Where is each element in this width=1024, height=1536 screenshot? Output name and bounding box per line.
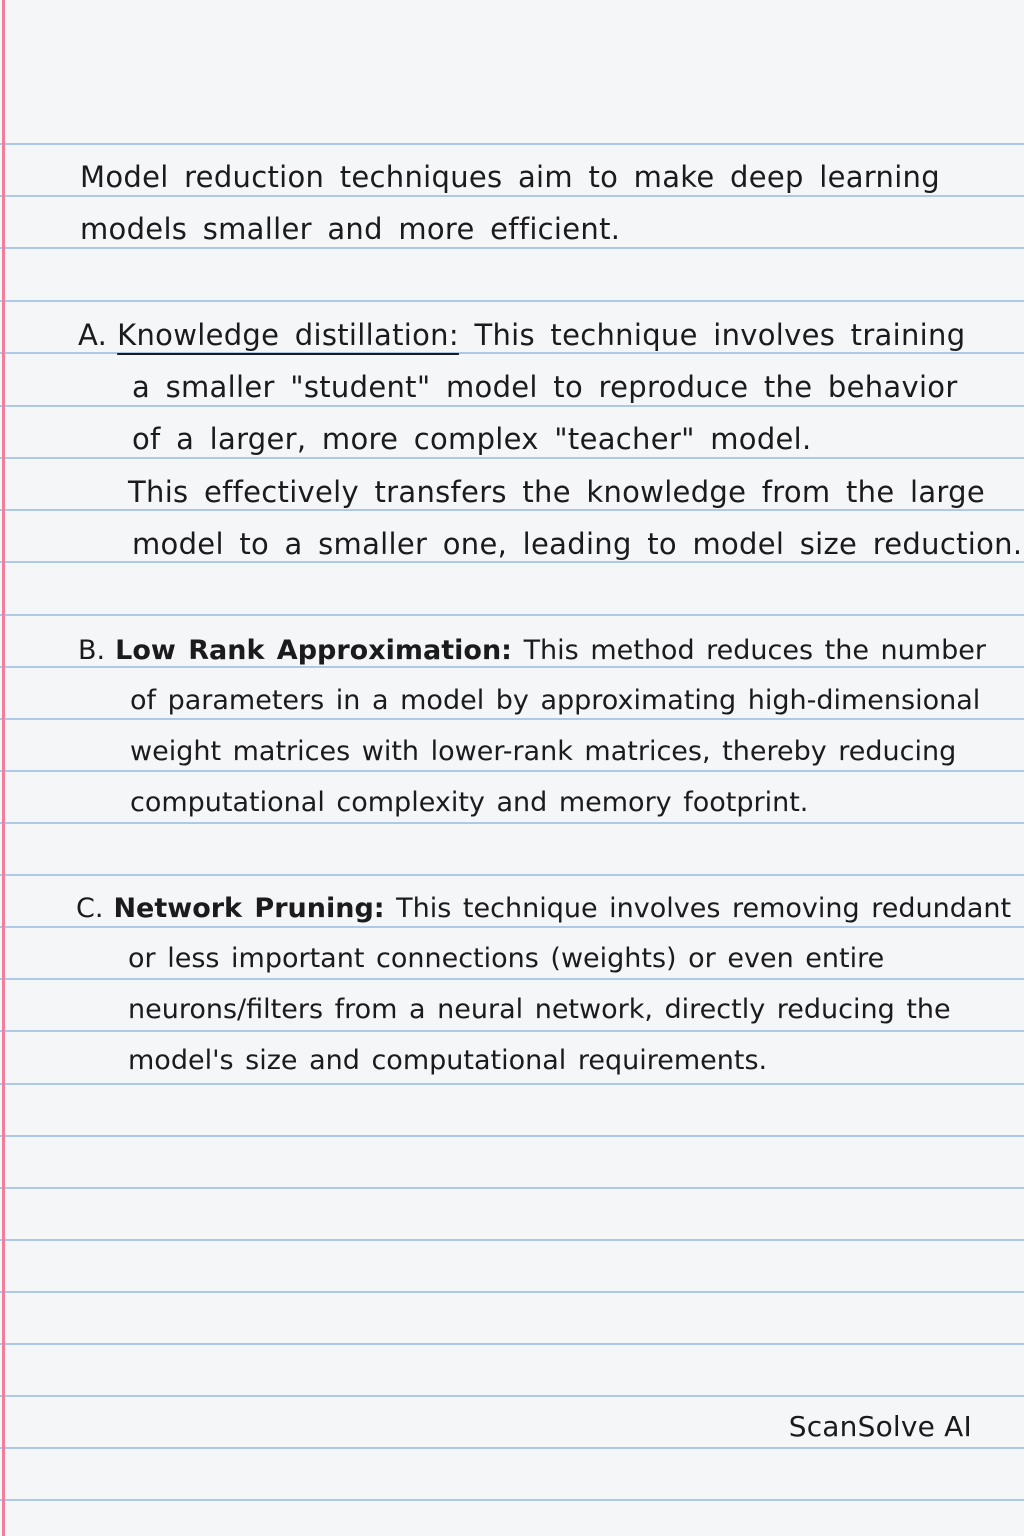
rule-line xyxy=(0,1343,1024,1345)
section-text-line: model's size and computational requirements. xyxy=(128,1045,768,1076)
section-heading-line xyxy=(76,892,1011,926)
section-text-line: computational complexity and memory footprint. xyxy=(130,787,809,818)
rule-line xyxy=(0,352,1024,354)
rule-line xyxy=(0,1395,1024,1397)
section-marker: B. xyxy=(78,635,106,666)
rule-line xyxy=(0,614,1024,616)
rule-line xyxy=(0,1083,1024,1085)
section-text-line: or less important connections (weights) or even entire xyxy=(128,943,885,974)
intro-line: Model reduction techniques aim to make deep learning xyxy=(80,160,940,194)
rule-line xyxy=(0,978,1024,980)
section-heading: Low Rank Approximation: xyxy=(115,635,512,666)
rule-line xyxy=(0,822,1024,824)
section-text-line: of parameters in a model by approximating high-dimensional xyxy=(130,685,981,716)
rule-line xyxy=(0,1499,1024,1501)
rule-line xyxy=(0,300,1024,302)
rule-line xyxy=(0,509,1024,511)
rule-line xyxy=(0,143,1024,145)
section-heading: Knowledge distillation: xyxy=(117,318,459,352)
rule-line xyxy=(0,1187,1024,1189)
intro-line: models smaller and more efficient. xyxy=(80,212,621,246)
rule-line xyxy=(0,561,1024,563)
section-marker: C. xyxy=(76,893,104,924)
section-text: This method reduces the number xyxy=(523,635,986,666)
rule-line xyxy=(0,718,1024,720)
rule-line xyxy=(0,457,1024,459)
section-text-line: This effectively transfers the knowledge from the large xyxy=(128,475,985,509)
rule-line xyxy=(0,1030,1024,1032)
rule-line xyxy=(0,195,1024,197)
margin-line xyxy=(2,0,5,1536)
section-text-line: neurons/filters from a neural network, directly reducing the xyxy=(128,994,951,1025)
rule-line xyxy=(0,1291,1024,1293)
section-text-line: weight matrices with lower-rank matrices, thereby reducing xyxy=(130,736,957,767)
section-text-line: a smaller "student" model to reproduce the behavior xyxy=(132,370,958,404)
rule-line xyxy=(0,874,1024,876)
section-heading: Network Pruning: xyxy=(113,893,385,924)
rule-line xyxy=(0,926,1024,928)
signature: ScanSolve AI xyxy=(788,1410,972,1443)
rule-line xyxy=(0,770,1024,772)
section-text: This technique involves removing redundant xyxy=(396,893,1012,924)
section-heading-line xyxy=(78,318,965,352)
section-text: This technique involves training xyxy=(474,318,966,352)
section-marker: A. xyxy=(78,318,108,352)
rule-line xyxy=(0,1239,1024,1241)
rule-line xyxy=(0,1135,1024,1137)
rule-line xyxy=(0,405,1024,407)
section-heading-line xyxy=(78,634,986,668)
rule-line xyxy=(0,1447,1024,1449)
section-text-line: model to a smaller one, leading to model size reduction. xyxy=(132,527,1023,561)
rule-line xyxy=(0,247,1024,249)
section-text-line: of a larger, more complex "teacher" model. xyxy=(132,422,812,456)
